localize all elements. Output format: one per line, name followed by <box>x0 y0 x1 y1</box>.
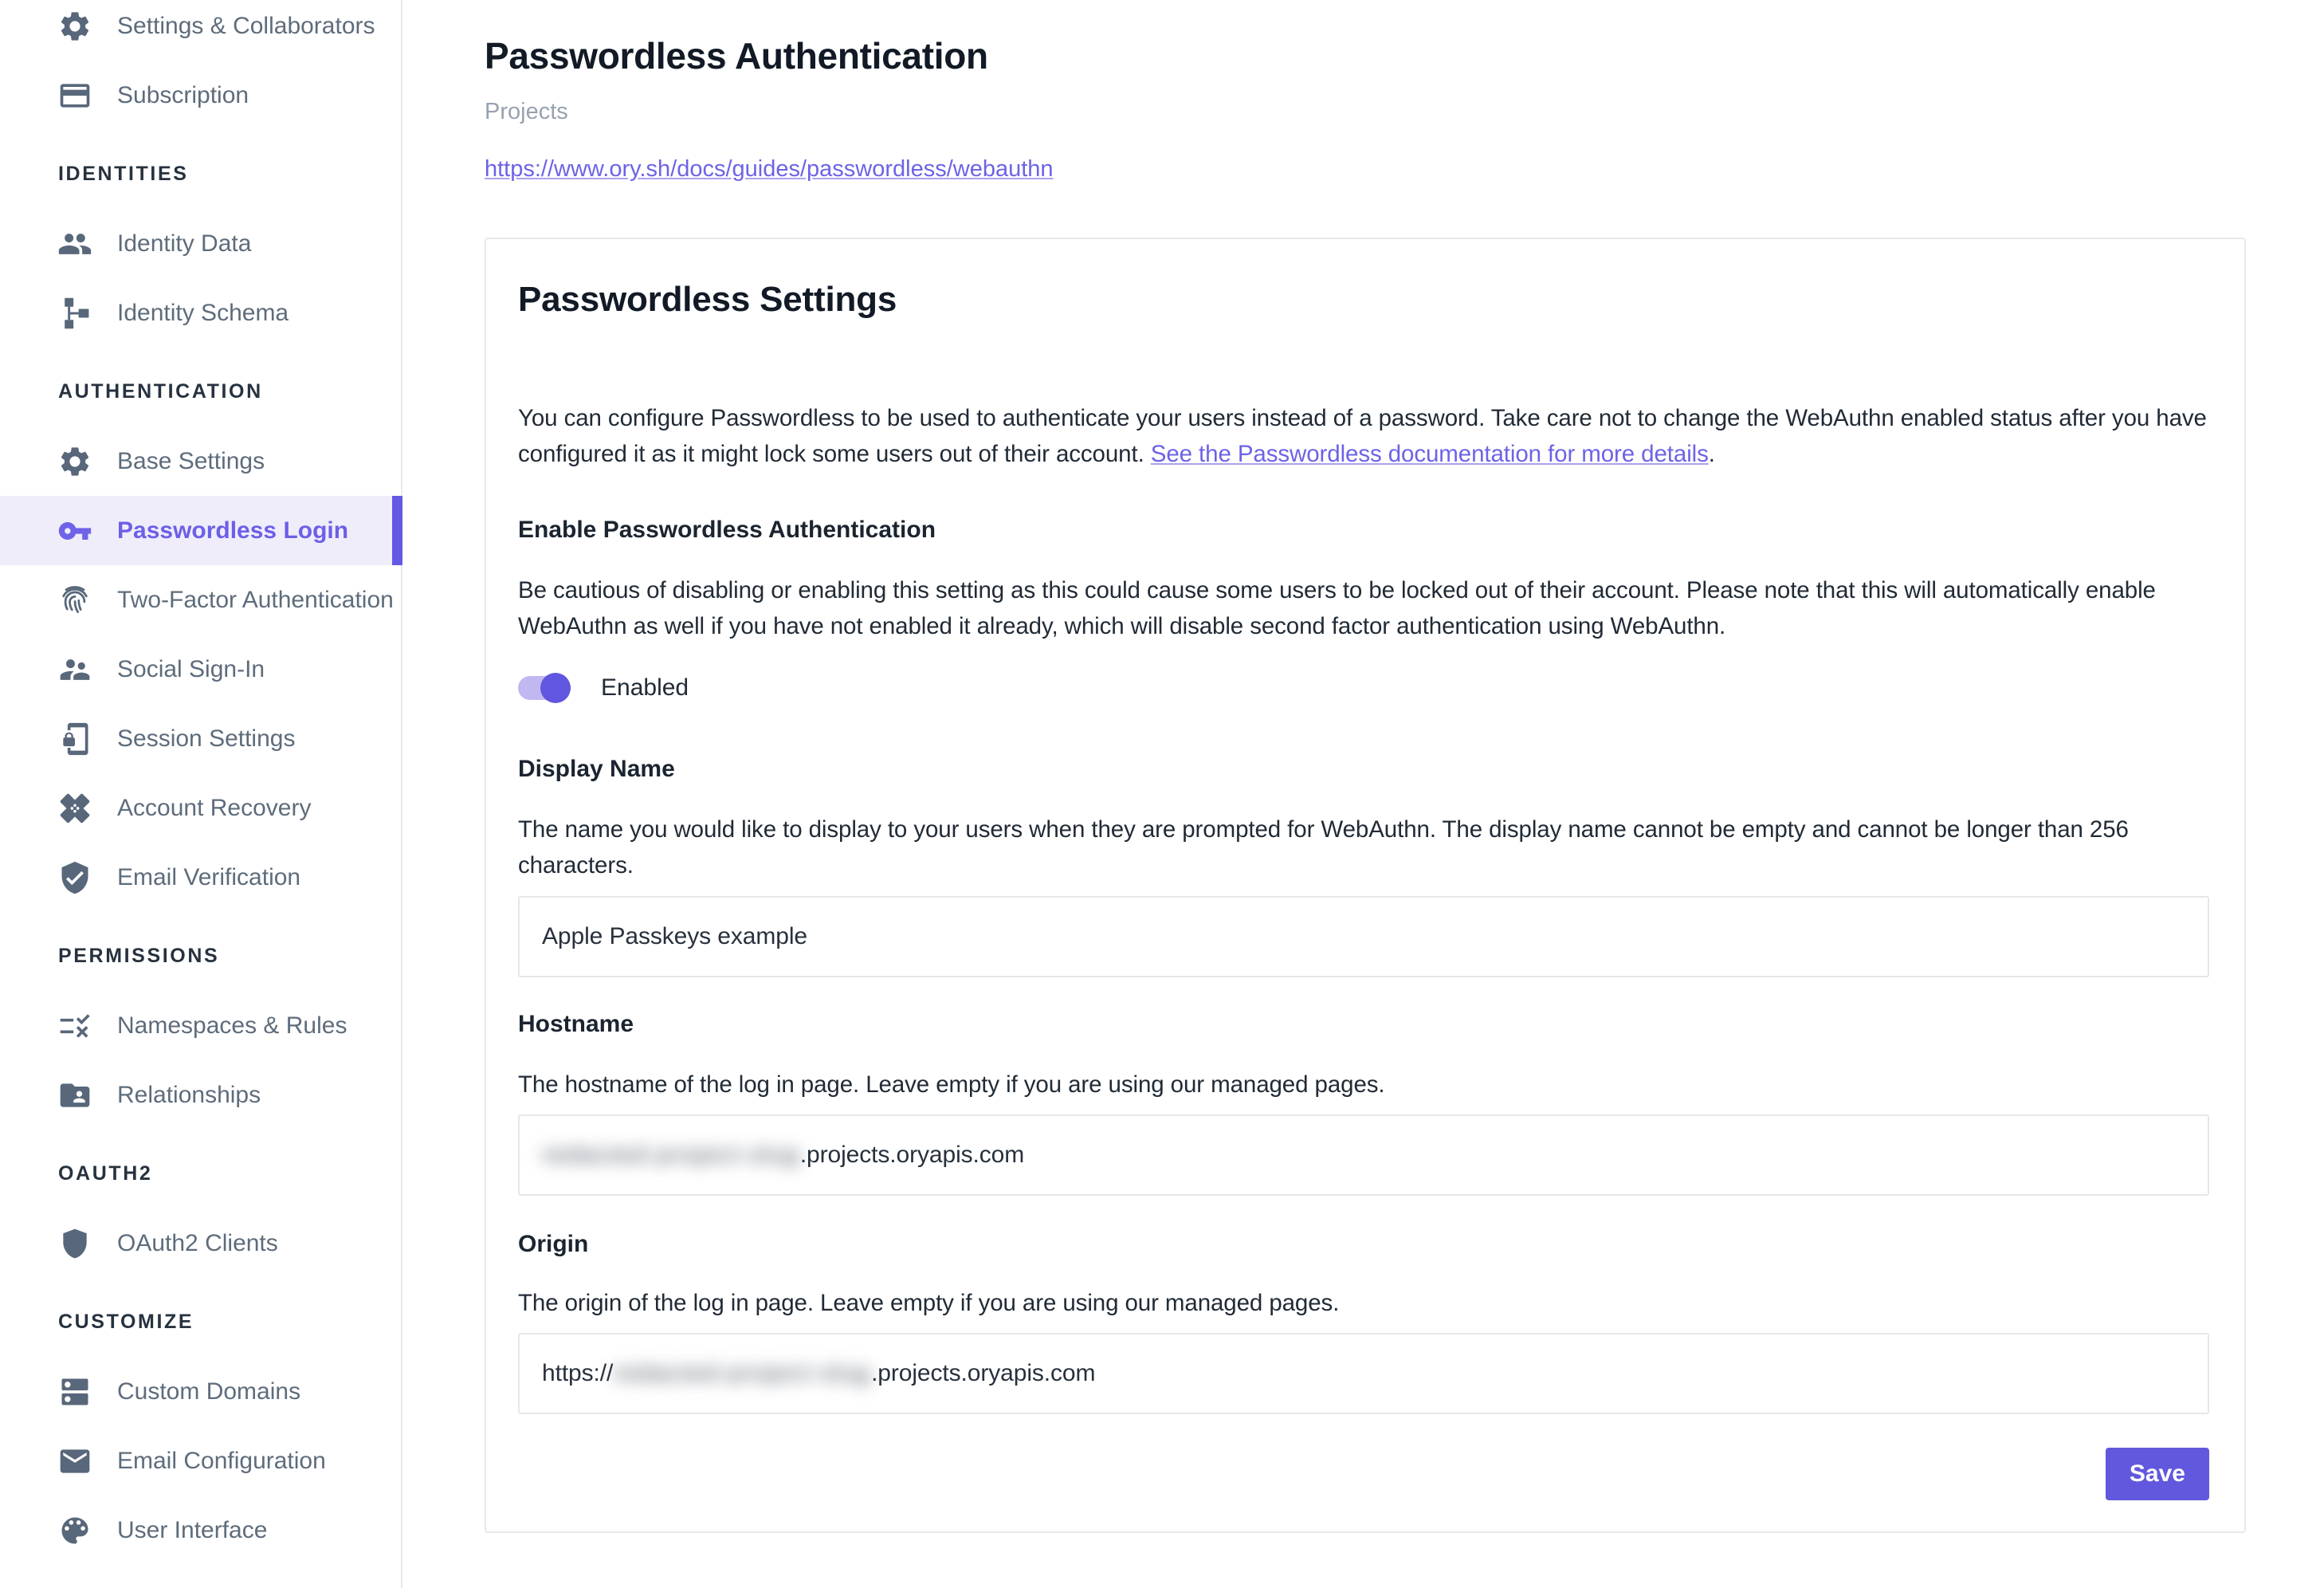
sidebar-item-label: Social Sign-In <box>117 655 265 682</box>
credit-card-icon <box>57 78 92 113</box>
checklist-icon <box>57 1008 92 1044</box>
sidebar-section-header: CUSTOMIZE <box>58 1311 194 1333</box>
bandage-icon <box>57 791 92 826</box>
intro-text: You can configure Passwordless to be used to authenticate your users instead of a password. Take care not to change the WebAuthn enabled status after you have configured it as it might lock some users out of their account. <box>518 405 2207 467</box>
sidebar-item-label: Account Recovery <box>117 794 312 821</box>
users-icon <box>57 226 92 261</box>
shield-icon <box>57 1226 92 1261</box>
sidebar-item-label: Email Configuration <box>117 1447 326 1474</box>
passwordless-toggle[interactable] <box>518 673 572 703</box>
key-icon <box>57 513 92 548</box>
shield-check-icon <box>57 860 92 895</box>
display-name-description: The name you would like to display to your users when they are prompted for WebAuthn. The display name cannot be empty and cannot be longer than 256 characters. <box>518 816 2129 879</box>
origin-suffix: .projects.oryapis.com <box>871 1360 1096 1386</box>
sidebar-item-oauth2-clients[interactable] <box>0 1209 401 1278</box>
sidebar-item-label: Namespaces & Rules <box>117 1012 347 1039</box>
sidebar-item-session-settings[interactable] <box>0 704 401 773</box>
envelope-icon <box>57 1444 92 1479</box>
sidebar-item-social-sign-in[interactable] <box>0 635 401 704</box>
enable-passwordless-label: Enable Passwordless Authentication <box>518 517 936 543</box>
social-users-icon <box>57 652 92 687</box>
sidebar-item-identity-data[interactable] <box>0 209 401 278</box>
enable-passwordless-description: Be cautious of disabling or enabling this setting as this could cause some users to be locked out of their account. Please note that this will automatically enable WebAuthn as well if you have not enabled it already, which will disable second factor authentication using WebAuthn. <box>518 577 2156 639</box>
sidebar-item-account-recovery[interactable] <box>0 773 401 843</box>
redacted-text: redacted-project-slug <box>613 1360 872 1386</box>
sidebar-nav <box>0 0 401 1565</box>
sidebar-section-header: PERMISSIONS <box>58 945 220 967</box>
sidebar-item-namespaces-rules[interactable] <box>0 991 401 1060</box>
origin-prefix: https:// <box>542 1360 614 1386</box>
sidebar-item-user-interface[interactable] <box>0 1496 401 1565</box>
hostname-label: Hostname <box>518 1011 634 1037</box>
toggle-thumb <box>540 673 571 703</box>
save-button[interactable]: Save <box>2106 1448 2209 1500</box>
schema-icon <box>57 296 92 331</box>
hostname-description: The hostname of the log in page. Leave empty if you are using our managed pages. <box>518 1071 1385 1098</box>
phone-lock-icon <box>57 721 92 757</box>
folder-user-icon <box>57 1078 92 1113</box>
gear-icon <box>57 444 92 479</box>
sidebar-item-label: Two-Factor Authentication <box>117 586 394 613</box>
origin-label: Origin <box>518 1231 589 1257</box>
sidebar-item-label: Relationships <box>117 1081 261 1108</box>
sidebar-item-label: Base Settings <box>117 447 265 474</box>
sidebar-section-header: AUTHENTICATION <box>58 380 263 403</box>
breadcrumb[interactable]: Projects <box>485 99 568 124</box>
save-row <box>518 1448 2209 1500</box>
sidebar-item-label: OAuth2 Clients <box>117 1229 278 1256</box>
hostname-suffix: .projects.oryapis.com <box>799 1142 1025 1168</box>
sidebar-item-subscription[interactable] <box>0 61 401 130</box>
sidebar-item-email-verification[interactable] <box>0 843 401 912</box>
sidebar-item-label: Settings & Collaborators <box>117 12 375 39</box>
sidebar <box>0 0 402 1588</box>
intro-paragraph <box>518 400 2209 472</box>
display-name-label: Display Name <box>518 756 675 782</box>
sidebar-item-label: Identity Data <box>117 230 252 257</box>
toggle-state-label: Enabled <box>601 674 689 701</box>
sidebar-item-email-configuration[interactable] <box>0 1426 401 1496</box>
sidebar-item-label: Email Verification <box>117 863 301 890</box>
sidebar-item-custom-domains[interactable] <box>0 1357 401 1426</box>
origin-input[interactable] <box>518 1333 2209 1414</box>
sidebar-item-label: User Interface <box>117 1516 268 1543</box>
sidebar-item-base-settings[interactable] <box>0 426 401 496</box>
sidebar-item-identity-schema[interactable] <box>0 278 401 348</box>
sidebar-section-header: IDENTITIES <box>58 163 189 185</box>
sidebar-item-relationships[interactable] <box>0 1060 401 1130</box>
sidebar-section-header: OAUTH2 <box>58 1162 153 1185</box>
passwordless-docs-link[interactable]: See the Passwordless documentation for more details <box>1150 441 1709 467</box>
gear-icon <box>57 9 92 44</box>
sidebar-item-label: Subscription <box>117 81 249 108</box>
sidebar-item-two-factor-authentication[interactable] <box>0 565 401 635</box>
documentation-link[interactable]: https://www.ory.sh/docs/guides/passwordless/webauthn <box>485 156 1054 182</box>
hostname-input[interactable] <box>518 1114 2209 1196</box>
page-title: Passwordless Authentication <box>485 35 988 77</box>
fingerprint-icon <box>57 583 92 618</box>
palette-icon <box>57 1513 92 1548</box>
sidebar-item-label: Passwordless Login <box>117 517 349 544</box>
origin-description: The origin of the log in page. Leave empty if you are using our managed pages. <box>518 1290 1340 1316</box>
main-content <box>402 0 2324 1588</box>
intro-suffix: . <box>1708 441 1715 467</box>
redacted-text: redacted-project-slug <box>542 1142 800 1168</box>
sidebar-item-label: Identity Schema <box>117 299 289 326</box>
server-icon <box>57 1374 92 1409</box>
enable-toggle-row <box>518 673 2209 703</box>
sidebar-item-settings-collaborators[interactable] <box>0 0 401 61</box>
sidebar-item-label: Session Settings <box>117 725 296 752</box>
passwordless-settings-card <box>485 238 2246 1533</box>
card-heading: Passwordless Settings <box>518 280 897 319</box>
sidebar-item-passwordless-login[interactable] <box>0 496 401 565</box>
sidebar-item-label: Custom Domains <box>117 1378 301 1405</box>
display-name-input[interactable] <box>518 896 2209 977</box>
